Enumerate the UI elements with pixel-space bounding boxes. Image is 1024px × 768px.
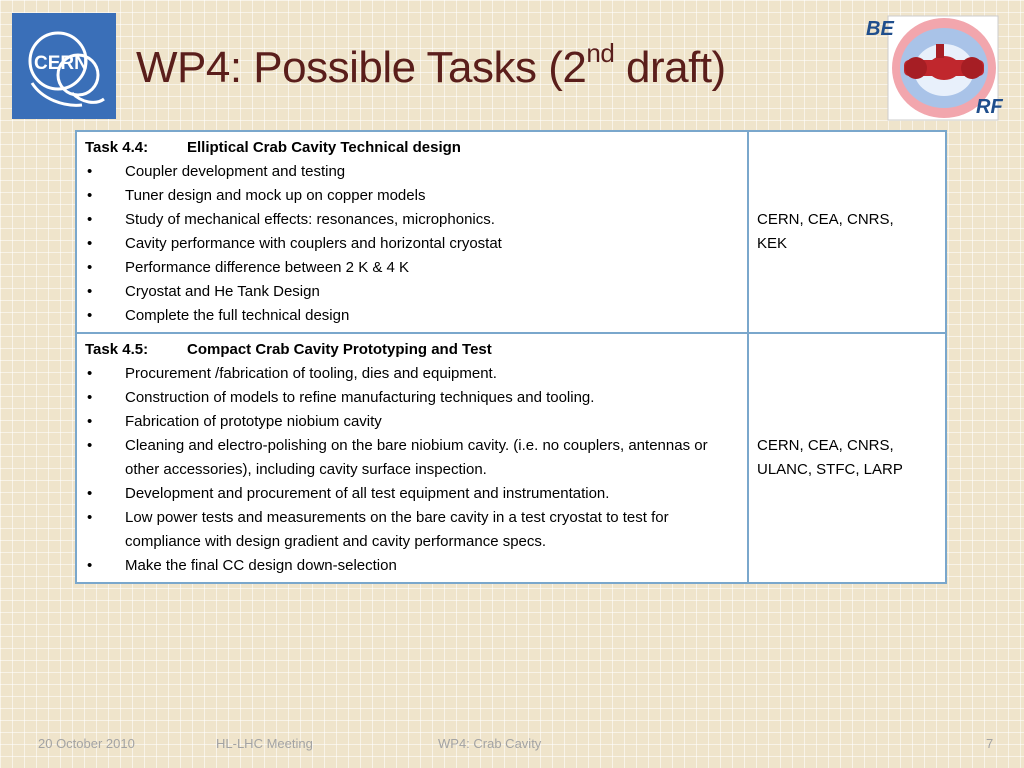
list-item: • Construction of models to refine manufacturing techniques and tooling. bbox=[85, 386, 739, 410]
title-end: draft) bbox=[614, 43, 726, 92]
task-4-4-title: Elliptical Crab Cavity Technical design bbox=[187, 139, 461, 156]
cern-logo-text: CERN bbox=[34, 53, 88, 74]
cern-logo bbox=[12, 13, 116, 119]
rf-logo-text: RF bbox=[976, 96, 1003, 118]
list-item: • Tuner design and mock up on copper models bbox=[85, 184, 739, 208]
bullet: • bbox=[87, 187, 93, 204]
list-item: • Development and procurement of all test equipment and instrumentation. bbox=[85, 482, 739, 506]
list-item: • Procurement /fabrication of tooling, dies and equipment. bbox=[85, 362, 739, 386]
list-item: • Fabrication of prototype niobium cavity bbox=[85, 410, 739, 434]
table-row-task-4-5 bbox=[76, 333, 946, 583]
bullet: • bbox=[87, 307, 93, 324]
list-item: • Performance difference between 2 K & 4 K bbox=[85, 256, 739, 280]
list-item: • Cryostat and He Tank Design bbox=[85, 280, 739, 304]
task-4-5-number: Task 4.5: bbox=[85, 341, 149, 358]
task-4-5-list bbox=[85, 362, 739, 578]
list-item: • Low power tests and measurements on the bare cavity in a test cryostat to test for compliance with design gradient and cavity performance specs. bbox=[85, 506, 739, 554]
bullet: • bbox=[87, 283, 93, 300]
be-logo-text: BE bbox=[866, 18, 894, 40]
bullet: • bbox=[87, 437, 93, 454]
table-row-task-4-4 bbox=[76, 131, 946, 333]
footer-date: 20 October 2010 bbox=[38, 736, 135, 751]
footer-page-number: 7 bbox=[986, 736, 994, 751]
task-4-4-partners-line2: KEK bbox=[757, 235, 788, 252]
footer-meeting: HL-LHC Meeting bbox=[216, 736, 313, 751]
task-4-4-number: Task 4.4: bbox=[85, 139, 149, 156]
bullet: • bbox=[87, 365, 93, 382]
bullet: • bbox=[87, 389, 93, 406]
task-4-5-partners-line1: CERN, CEA, CNRS, bbox=[757, 437, 894, 454]
title-main: WP4: Possible Tasks (2 bbox=[136, 43, 587, 92]
bullet: • bbox=[87, 485, 93, 502]
bullet: • bbox=[87, 259, 93, 276]
bullet: • bbox=[87, 557, 93, 574]
task-4-4-list bbox=[85, 160, 739, 328]
task-4-5-cell bbox=[76, 333, 748, 583]
task-4-5-heading bbox=[85, 338, 739, 362]
bullet: • bbox=[87, 509, 93, 526]
tasks-table bbox=[75, 130, 947, 584]
task-4-5-partners bbox=[748, 333, 946, 583]
list-item: • Complete the full technical design bbox=[85, 304, 739, 328]
list-item: • Coupler development and testing bbox=[85, 160, 739, 184]
list-item: • Cavity performance with couplers and horizontal cryostat bbox=[85, 232, 739, 256]
task-4-4-partners-line1: CERN, CEA, CNRS, bbox=[757, 211, 894, 228]
task-4-5-title: Compact Crab Cavity Prototyping and Test bbox=[187, 341, 492, 358]
be-rf-logo bbox=[864, 14, 1004, 124]
bullet: • bbox=[87, 235, 93, 252]
footer-topic: WP4: Crab Cavity bbox=[438, 736, 542, 751]
list-item: • Make the final CC design down-selection bbox=[85, 554, 739, 578]
list-item: • Cleaning and electro-polishing on the bare niobium cavity. (i.e. no couplers, antennas or other accessories), including cavity surface inspection. bbox=[85, 434, 739, 482]
cern-logo-graphic bbox=[12, 13, 116, 119]
title-superscript: nd bbox=[586, 38, 615, 68]
task-4-4-cell bbox=[76, 131, 748, 333]
bullet: • bbox=[87, 413, 93, 430]
bullet: • bbox=[87, 163, 93, 180]
list-item: • Study of mechanical effects: resonances, microphonics. bbox=[85, 208, 739, 232]
task-4-4-partners bbox=[748, 131, 946, 333]
task-4-4-heading bbox=[85, 136, 739, 160]
task-4-5-partners-line2: ULANC, STFC, LARP bbox=[757, 461, 903, 478]
page-title bbox=[136, 38, 726, 93]
bullet: • bbox=[87, 211, 93, 228]
